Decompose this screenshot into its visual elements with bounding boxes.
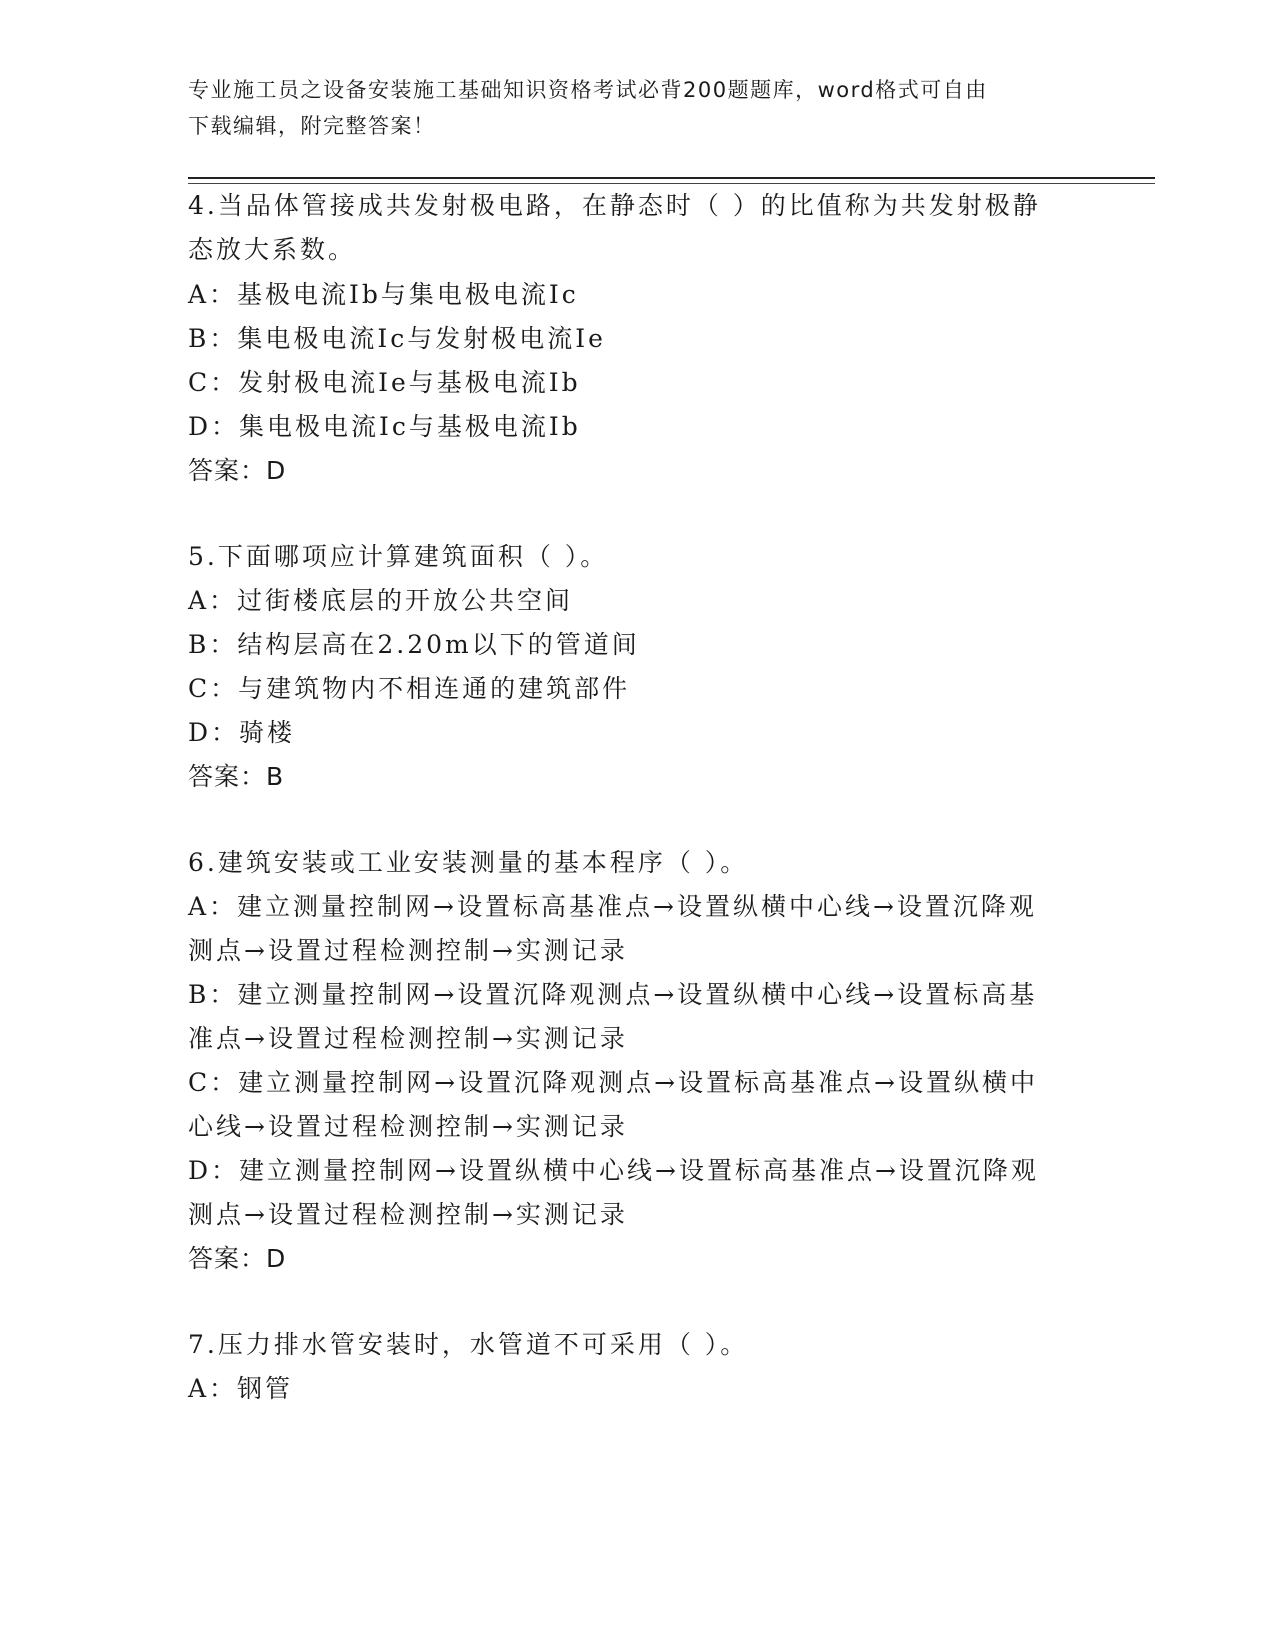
question-4-option-c: C：发射极电流Ie与基极电流Ib [188, 368, 581, 397]
question-5-option-b: B：结构层高在2.20m以下的管道间 [188, 630, 640, 659]
question-5-option-a: A：过街楼底层的开放公共空间 [188, 586, 574, 615]
question-6-option-b-line-1: B：建立测量控制网→设置沉降观测点→设置纵横中心线→设置标高基 [188, 980, 1038, 1009]
question-5-answer: 答案：B [188, 762, 285, 791]
question-4-stem-line-1: 4.当品体管接成共发射极电路，在静态时（ ）的比值称为共发射极静 [188, 191, 1041, 220]
header-divider-thin [188, 183, 1155, 184]
question-5-option-d: D：骑楼 [188, 718, 296, 747]
question-6-option-d-line-2: 测点→设置过程检测控制→实测记录 [188, 1200, 628, 1229]
question-6-option-d-line-1: D：建立测量控制网→设置纵横中心线→设置标高基准点→设置沉降观 [188, 1156, 1039, 1185]
header-line-1: 专业施工员之设备安装施工基础知识资格考试必背200题题库，word格式可自由 [188, 78, 988, 102]
question-4-option-b: B：集电极电流Ic与发射极电流Ie [188, 324, 606, 353]
header-divider-thick [188, 177, 1155, 179]
question-4-stem-line-2: 态放大系数。 [188, 235, 357, 264]
question-4-option-d: D：集电极电流Ic与基极电流Ib [188, 412, 581, 441]
question-6-option-b-line-2: 准点→设置过程检测控制→实测记录 [188, 1024, 628, 1053]
question-4-answer: 答案：D [188, 456, 287, 485]
header-line-2: 下载编辑，附完整答案！ [188, 114, 436, 138]
question-6-option-c-line-2: 心线→设置过程检测控制→实测记录 [188, 1112, 628, 1141]
question-6-option-a-line-2: 测点→设置过程检测控制→实测记录 [188, 936, 628, 965]
question-6-stem: 6.建筑安装或工业安装测量的基本程序（ ）。 [188, 848, 749, 877]
question-6-option-a-line-1: A：建立测量控制网→设置标高基准点→设置纵横中心线→设置沉降观 [188, 892, 1037, 921]
question-6-option-c-line-1: C：建立测量控制网→设置沉降观测点→设置标高基准点→设置纵横中 [188, 1068, 1038, 1097]
question-5-option-c: C：与建筑物内不相连通的建筑部件 [188, 674, 631, 703]
question-4-option-a: A：基极电流Ib与集电极电流Ic [188, 280, 579, 309]
question-6-answer: 答案：D [188, 1244, 287, 1273]
question-7-option-a: A：钢管 [188, 1374, 294, 1403]
document-header [188, 72, 1088, 144]
question-5-stem: 5.下面哪项应计算建筑面积（ ）。 [188, 542, 609, 571]
question-7-stem: 7.压力排水管安装时，水管道不可采用（ ）。 [188, 1330, 749, 1359]
